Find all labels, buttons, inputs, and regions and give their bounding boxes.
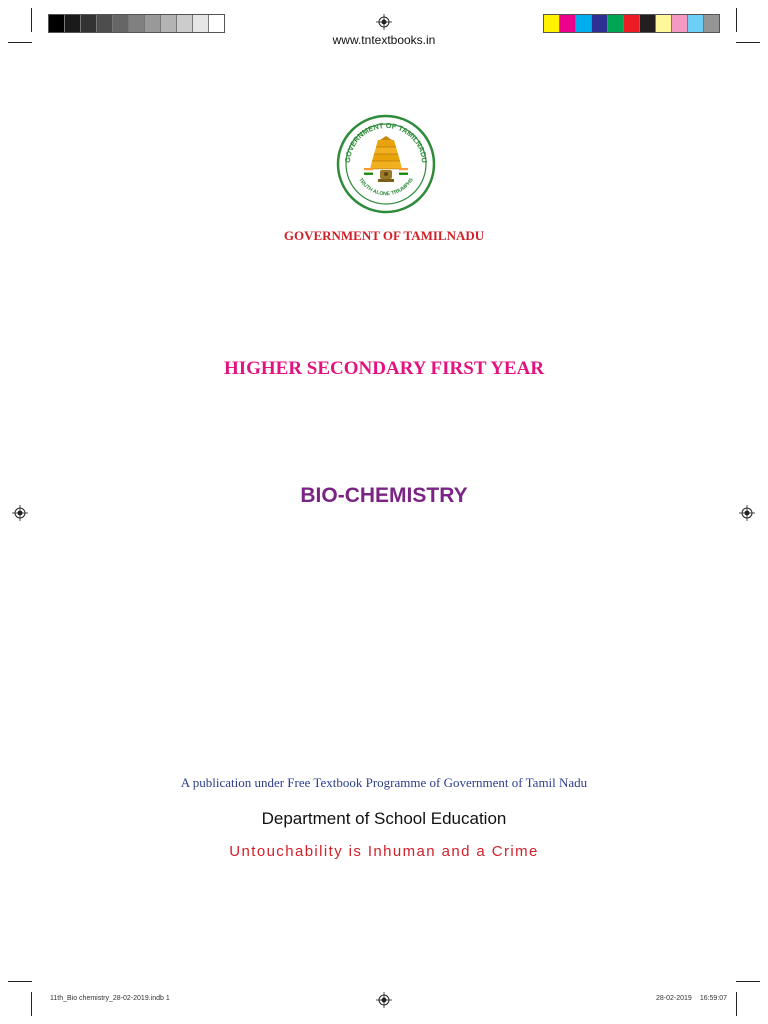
gray-swatch <box>97 15 113 32</box>
crop-mark-top-left-v <box>31 8 32 32</box>
color-swatch <box>624 15 640 32</box>
crop-mark-bottom-left-v <box>31 992 32 1016</box>
gray-swatch <box>129 15 145 32</box>
color-swatch <box>592 15 608 32</box>
government-heading: GOVERNMENT OF TAMILNADU <box>283 228 485 243</box>
crop-mark-top-right-v <box>736 8 737 32</box>
color-swatch <box>560 15 576 32</box>
publication-note: A publication under Free Textbook Programme of Government of Tamil Nadu <box>180 775 588 790</box>
color-swatch <box>656 15 672 32</box>
color-swatch <box>576 15 592 32</box>
color-swatch <box>688 15 704 32</box>
gray-swatch <box>193 15 209 32</box>
gray-swatch <box>49 15 65 32</box>
website-url: www.tntextbooks.in <box>332 33 436 47</box>
crop-mark-bottom-left-h <box>8 981 32 982</box>
emblem-bottom-text: TRUTH ALONE TRIUMPHS <box>357 177 415 198</box>
registration-mark-icon <box>376 14 392 30</box>
footer-file-info: 11th_Bio chemistry_28-02-2019.indb 1 <box>50 995 170 1002</box>
tamilnadu-emblem-icon <box>336 114 436 214</box>
footer-date: 28-02-2019 <box>656 995 692 1002</box>
color-swatch <box>640 15 656 32</box>
lion-capital-icon <box>378 170 394 182</box>
gray-swatch <box>177 15 193 32</box>
color-swatch <box>672 15 688 32</box>
gray-swatch <box>161 15 177 32</box>
crop-mark-bottom-right-v <box>736 992 737 1016</box>
emblem-top-text: GOVERNMENT OF TAMILNADU <box>342 120 430 164</box>
untouchability-slogan: Untouchability is Inhuman and a Crime <box>229 843 539 860</box>
color-swatch <box>608 15 624 32</box>
footer-time: 16:59:07 <box>699 995 728 1002</box>
gray-calibration-bar <box>48 14 225 33</box>
registration-mark-icon <box>376 992 392 1008</box>
color-calibration-bar <box>543 14 720 33</box>
gray-swatch <box>209 15 224 32</box>
class-level-heading: HIGHER SECONDARY FIRST YEAR <box>223 358 545 379</box>
gray-swatch <box>113 15 129 32</box>
subject-title: BIO-CHEMISTRY <box>300 484 468 507</box>
color-swatch <box>544 15 560 32</box>
gray-swatch <box>81 15 97 32</box>
footer-timestamp <box>656 995 727 1002</box>
department-name: Department of School Education <box>261 809 507 828</box>
gray-swatch <box>145 15 161 32</box>
crop-mark-bottom-right-h <box>736 981 760 982</box>
gray-swatch <box>65 15 81 32</box>
color-swatch <box>704 15 719 32</box>
